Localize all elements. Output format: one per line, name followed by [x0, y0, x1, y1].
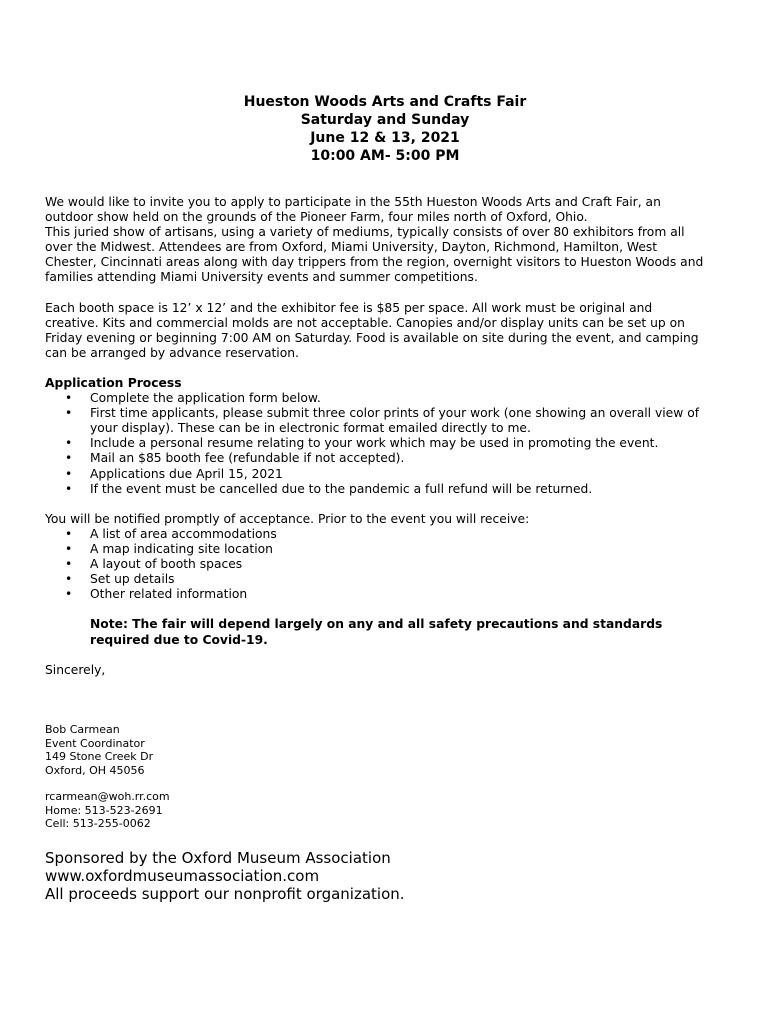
- list-item: • Applications due April 15, 2021: [65, 466, 283, 481]
- booth-line: Friday evening or beginning 7:00 AM on Saturday. Food is available on site during the event, and camping: [45, 331, 699, 346]
- bullet: •: [65, 436, 73, 451]
- bullet: •: [65, 466, 73, 481]
- contact-cell-phone: Cell: 513-255-0062: [45, 817, 151, 831]
- sponsor-line: Sponsored by the Oxford Museum Association: [45, 849, 391, 867]
- intro-line: over the Midwest. Attendees are from Oxford, Miami University, Dayton, Richmond, Hamilton, West: [45, 240, 658, 255]
- bullet: •: [65, 406, 73, 421]
- notify-list: [45, 527, 730, 602]
- bullet: •: [65, 542, 73, 557]
- intro-paragraph: [45, 195, 725, 286]
- intro-line: This juried show of artisans, using a variety of mediums, typically consists of over 80 exhibitors from all: [45, 225, 685, 240]
- contact-address: [45, 723, 153, 777]
- contact-city: Oxford, OH 45056: [45, 763, 145, 777]
- application-section: [45, 376, 730, 497]
- list-item: • Set up details: [65, 572, 175, 587]
- notify-section: [45, 512, 730, 603]
- sponsor-block: [45, 849, 405, 903]
- note-line: required due to Covid-19.: [90, 632, 268, 647]
- closing-text: Sincerely,: [45, 663, 106, 677]
- contact-name: Bob Carmean: [45, 723, 120, 736]
- bullet: •: [65, 527, 73, 542]
- list-item: • Mail an $85 booth fee (refundable if not accepted).: [65, 451, 405, 466]
- contact-street: 149 Stone Creek Dr: [45, 750, 154, 764]
- intro-line: Chester, Cincinnati areas along with day trippers from the region, overnight visitors to Hueston Woods and: [45, 255, 704, 270]
- contact-email: rcarmean@woh.rr.com: [45, 790, 170, 803]
- booth-line: can be arranged by advance reservation.: [45, 346, 299, 361]
- intro-line: outdoor show held on the grounds of the Pioneer Farm, four miles north of Oxford, Ohio.: [45, 210, 588, 225]
- list-item: • A list of area accommodations: [65, 527, 277, 542]
- contact-details: [45, 790, 170, 831]
- booth-line: Each booth space is 12’ x 12’ and the exhibitor fee is $85 per space. All work must be original and: [45, 301, 653, 315]
- covid-note: [90, 617, 710, 648]
- bullet: •: [65, 557, 73, 572]
- list-item: • If the event must be cancelled due to the pandemic a full refund will be returned.: [65, 481, 593, 496]
- event-title: Hueston Woods Arts and Crafts Fair: [243, 94, 527, 110]
- application-list: [45, 391, 730, 497]
- intro-line: We would like to invite you to apply to participate in the 55th Hueston Woods Arts and Craft Fair, an: [45, 195, 661, 209]
- list-item: • A map indicating site location: [65, 542, 273, 557]
- booth-line: creative. Kits and commercial molds are not acceptable. Canopies and/or display units can be set up on: [45, 316, 685, 331]
- sponsor-line: All proceeds support our nonprofit organization.: [45, 885, 405, 903]
- bullet: •: [65, 391, 73, 406]
- list-item: • Include a personal resume relating to your work which may be used in promoting the event.: [65, 436, 659, 451]
- booth-paragraph: [45, 301, 725, 361]
- list-item: • First time applicants, please submit three color prints of your work (one showing an overall view of your display). These can be in electronic format emailed directly to me.: [65, 406, 700, 436]
- list-item: • A layout of booth spaces: [65, 557, 243, 572]
- list-item: • Complete the application form below.: [65, 391, 321, 406]
- closing: [45, 663, 730, 678]
- event-dates: June 12 & 13, 2021: [310, 130, 460, 146]
- contact-home-phone: Home: 513-523-2691: [45, 803, 163, 817]
- list-item: • Other related information: [65, 587, 248, 602]
- sponsor-website: www.oxfordmuseumassociation.com: [45, 867, 320, 885]
- event-header: [0, 93, 770, 165]
- contact-title: Event Coordinator: [45, 736, 145, 750]
- bullet: •: [65, 572, 73, 587]
- intro-line: families attending Miami University events and summer competitions.: [45, 270, 478, 285]
- bullet: •: [65, 587, 73, 602]
- event-days: Saturday and Sunday: [300, 112, 470, 128]
- bullet: •: [65, 481, 73, 496]
- application-heading: Application Process: [45, 376, 182, 390]
- notify-intro: You will be notified promptly of acceptance. Prior to the event you will receive:: [45, 512, 530, 526]
- note-line: Note: The fair will depend largely on any and all safety precautions and standards: [90, 617, 663, 631]
- bullet: •: [65, 451, 73, 466]
- event-hours: 10:00 AM- 5:00 PM: [310, 148, 460, 164]
